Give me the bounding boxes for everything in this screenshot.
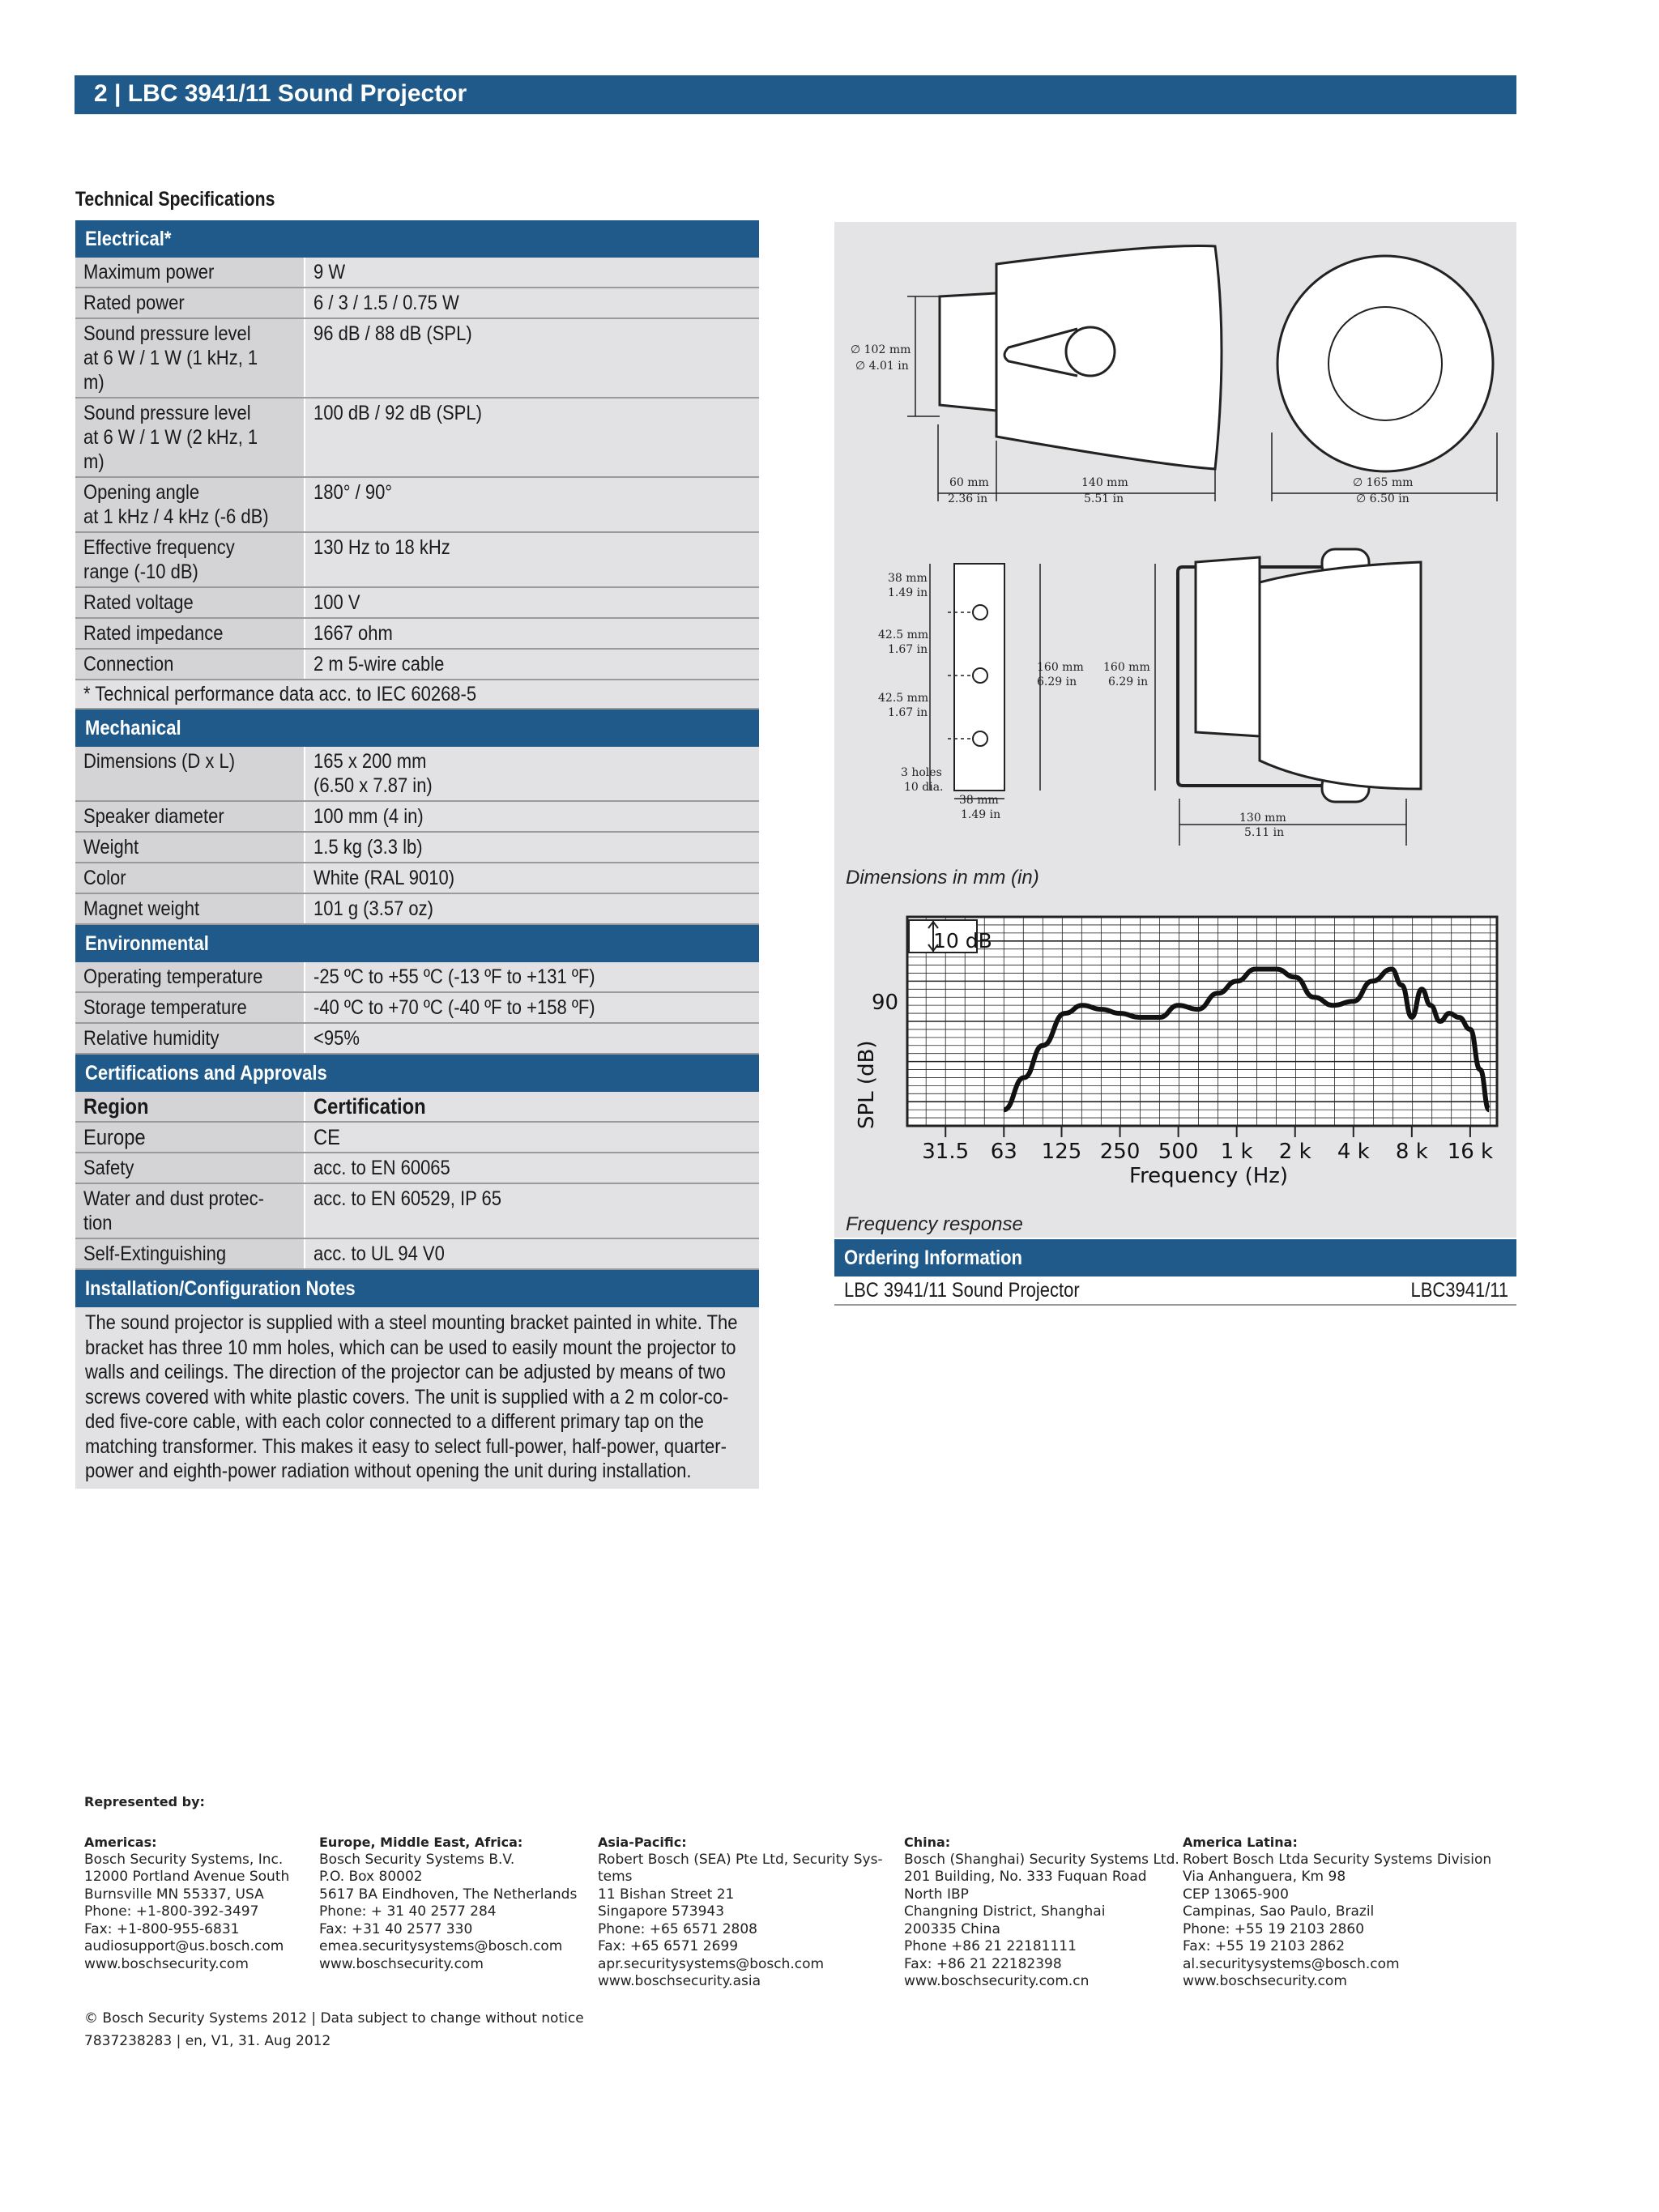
- dim-label: 60 mm: [949, 476, 989, 489]
- contact-line: CEP 13065-900: [1183, 1886, 1289, 1903]
- spec-label: [75, 1122, 305, 1153]
- spec-value: [305, 1183, 759, 1238]
- spec-value: [305, 801, 759, 832]
- region-title: Europe, Middle East, Africa:: [319, 1835, 523, 1850]
- spec-label: [75, 258, 305, 288]
- contact-line: Fax: +1-800-955-6831: [84, 1920, 240, 1937]
- cell-line: Safety: [83, 1157, 134, 1179]
- ordering-title: Ordering Information: [844, 1247, 1022, 1269]
- contact-line: Phone: +55 19 2103 2860: [1183, 1920, 1365, 1937]
- cell-line: 100 V: [313, 591, 360, 614]
- cell-line: <95%: [313, 1027, 360, 1050]
- spec-row: [75, 1122, 759, 1153]
- x-tick-label: 31.5: [922, 1140, 970, 1164]
- spec-value: [305, 863, 759, 893]
- cell-line: Effective frequency: [83, 536, 235, 559]
- x-tick-label: 2 k: [1278, 1140, 1311, 1164]
- dim-label: ∅ 102 mm: [851, 343, 911, 356]
- text-line: ded five-core cable, with each color connected to a different primary tap on the: [85, 1410, 704, 1433]
- product-name: LBC 3941/11 Sound Projector: [844, 1279, 1080, 1302]
- cell-line: 6 / 3 / 1.5 / 0.75 W: [313, 292, 459, 314]
- spec-value: [305, 649, 759, 680]
- spec-row: [75, 747, 759, 801]
- dim-label: 5.11 in: [1244, 826, 1285, 839]
- text-line: screws covered with white plastic covers. The unit is supplied with a 2 m color-co-: [85, 1385, 729, 1409]
- contact-column: [319, 1834, 577, 1973]
- spec-label: [75, 649, 305, 680]
- contact-line: 12000 Portland Avenue South: [84, 1869, 290, 1885]
- cell-line: at 6 W / 1 W (1 kHz, 1: [83, 347, 258, 369]
- contact-line: www.boschsecurity.com: [1183, 1973, 1347, 1989]
- cell-line: (6.50 x 7.87 in): [313, 774, 433, 797]
- contact-line: North IBP: [904, 1886, 969, 1903]
- represented-by: Represented by:: [84, 1794, 205, 1809]
- contact-line: Singapore 573943: [598, 1903, 725, 1920]
- spec-row: [75, 532, 759, 587]
- spec-row: [75, 398, 759, 477]
- x-tick-label: 63: [990, 1140, 1017, 1164]
- cell-line: 130 Hz to 18 kHz: [313, 536, 450, 559]
- contact-line: audiosupport@us.bosch.com: [84, 1938, 284, 1954]
- spec-row: [75, 1238, 759, 1269]
- spec-value: [305, 893, 759, 924]
- spec-value: [305, 832, 759, 863]
- contact-line: Fax: +31 40 2577 330: [319, 1920, 473, 1937]
- cell-line: Sound pressure level: [83, 402, 251, 424]
- y-tick-90: 90: [872, 991, 899, 1015]
- contact-line: emea.securitysystems@bosch.com: [319, 1938, 563, 1954]
- dim-label: 1.49 in: [961, 808, 1001, 821]
- spec-row: [75, 962, 759, 992]
- contact-line: Robert Bosch Ltda Security Systems Division: [1183, 1851, 1492, 1868]
- ordering-row: [834, 1276, 1516, 1306]
- spec-label: [75, 1183, 305, 1238]
- spec-value: [305, 1122, 759, 1153]
- cell-line: 9 W: [313, 261, 346, 283]
- cell-line: 165 x 200 mm: [313, 750, 427, 773]
- mechanical-table: [75, 747, 759, 925]
- contact-line: 200335 China: [904, 1920, 1000, 1937]
- spec-value: [305, 992, 759, 1023]
- dim-label: 42.5 mm: [878, 692, 929, 705]
- spec-row: [75, 893, 759, 924]
- table-header-row: [75, 1092, 759, 1122]
- cell-line: Rated voltage: [83, 591, 194, 614]
- contact-line: Phone +86 21 22181111: [904, 1938, 1077, 1954]
- spec-label: [75, 532, 305, 587]
- spec-label: [75, 618, 305, 649]
- spec-row: [75, 258, 759, 288]
- spec-row: [75, 477, 759, 532]
- contact-line: www.boschsecurity.com.cn: [904, 1973, 1090, 1989]
- spec-label: [75, 962, 305, 992]
- cell-line: 100 mm (4 in): [313, 805, 424, 828]
- contact-line: Campinas, Sao Paulo, Brazil: [1183, 1903, 1375, 1920]
- spec-value: [305, 1153, 759, 1183]
- y-axis-label: SPL (dB): [855, 1040, 879, 1129]
- spec-label: [75, 1023, 305, 1054]
- spec-label: [75, 398, 305, 477]
- section-title: Environmental: [85, 932, 209, 955]
- spec-value: [305, 258, 759, 288]
- spec-row: [75, 618, 759, 649]
- dim-label: 1.67 in: [888, 643, 928, 656]
- contact-line: Robert Bosch (SEA) Pte Ltd, Security Sys-: [598, 1851, 883, 1868]
- dim-label: ∅ 6.50 in: [1356, 492, 1410, 505]
- dim-label: 160 mm: [1037, 661, 1084, 674]
- dim-label: 10 dia.: [904, 781, 944, 794]
- x-tick-label: 4 k: [1337, 1140, 1370, 1164]
- page-header: [75, 75, 1516, 114]
- frequency-response-chart: [834, 222, 1516, 1238]
- spec-row: [75, 1023, 759, 1054]
- electrical-table: [75, 258, 759, 680]
- dimensions-caption: Dimensions in mm (in): [846, 867, 1039, 889]
- spec-row: [75, 318, 759, 398]
- spec-title: Technical Specifications: [75, 188, 275, 211]
- dim-label: 1.67 in: [888, 706, 928, 719]
- cell-line: at 1 kHz / 4 kHz (-6 dB): [83, 505, 269, 528]
- spec-value: [305, 288, 759, 318]
- installation-text: [75, 1307, 759, 1489]
- region-title: Asia-Pacific:: [598, 1835, 687, 1850]
- cell-line: Relative humidity: [83, 1027, 220, 1050]
- cell-line: acc. to UL 94 V0: [313, 1242, 445, 1265]
- spec-label: [75, 587, 305, 618]
- scale-label: 10 dB: [933, 929, 992, 953]
- contact-line: www.boschsecurity.com: [319, 1955, 484, 1972]
- cell-line: White (RAL 9010): [313, 867, 455, 889]
- text-line: The sound projector is supplied with a steel mounting bracket painted in white. The: [85, 1311, 738, 1334]
- spec-label: [75, 893, 305, 924]
- cell-line: 1.5 kg (3.3 lb): [313, 836, 423, 859]
- contact-column: [1183, 1834, 1491, 1991]
- spec-label: [75, 1238, 305, 1269]
- cell-line: Operating temperature: [83, 965, 263, 988]
- spec-value: [305, 398, 759, 477]
- cell-line: tion: [83, 1212, 113, 1234]
- text-line: bracket has three 10 mm holes, which can be used to easily mount the projector to: [85, 1336, 736, 1359]
- x-axis-label: Frequency (Hz): [1129, 1164, 1289, 1188]
- frequency-caption: Frequency response: [846, 1213, 1023, 1235]
- spec-row: [75, 863, 759, 893]
- contact-line: www.boschsecurity.asia: [598, 1973, 761, 1989]
- contact-column: [904, 1834, 1179, 1991]
- contact-line: Via Anhanguera, Km 98: [1183, 1869, 1346, 1885]
- section-installation: [75, 1270, 759, 1307]
- cell-line: Self-Extinguishing: [83, 1242, 227, 1265]
- header-region: [75, 1092, 305, 1122]
- cell-line: acc. to EN 60065: [313, 1157, 450, 1179]
- text-line: power and eighth-power radiation without opening the unit during installation.: [85, 1460, 692, 1482]
- section-environmental: [75, 925, 759, 962]
- header-text: Region: [83, 1094, 149, 1119]
- spec-value: [305, 618, 759, 649]
- spec-row: [75, 1183, 759, 1238]
- cell-line: Weight: [83, 836, 139, 859]
- contact-line: Phone: +1-800-392-3497: [84, 1903, 259, 1920]
- contact-line: Phone: +65 6571 2808: [598, 1920, 758, 1937]
- contact-line: tems: [598, 1869, 633, 1885]
- contact-line: www.boschsecurity.com: [84, 1955, 249, 1972]
- dim-label: 130 mm: [1239, 812, 1286, 825]
- cell-line: Sound pressure level: [83, 322, 251, 345]
- contact-line: Fax: +55 19 2103 2862: [1183, 1938, 1346, 1954]
- contact-line: al.securitysystems@bosch.com: [1183, 1955, 1400, 1972]
- spec-row: [75, 649, 759, 680]
- x-tick-label: 250: [1099, 1140, 1141, 1164]
- cell-line: acc. to EN 60529, IP 65: [313, 1187, 501, 1210]
- cell-line: -40 ºC to +70 ºC (-40 ºF to +158 ºF): [313, 996, 595, 1019]
- certifications-table: [75, 1092, 759, 1270]
- cell-line: Opening angle: [83, 481, 200, 504]
- contact-line: Burnsville MN 55337, USA: [84, 1886, 264, 1903]
- contact-line: apr.securitysystems@bosch.com: [598, 1955, 825, 1972]
- x-tick-label: 125: [1041, 1140, 1082, 1164]
- spec-row: [75, 801, 759, 832]
- x-tick-label: 8 k: [1395, 1140, 1428, 1164]
- spec-value: [305, 532, 759, 587]
- note-text: * Technical performance data acc. to IEC 60268-5: [83, 683, 477, 705]
- cell-line: Water and dust protec-: [83, 1187, 264, 1210]
- spec-label: [75, 992, 305, 1023]
- contact-line: Bosch Security Systems B.V.: [319, 1851, 515, 1868]
- contact-line: Phone: + 31 40 2577 284: [319, 1903, 497, 1920]
- spec-value: [305, 587, 759, 618]
- dim-label: 2.36 in: [948, 492, 988, 505]
- spec-label: [75, 288, 305, 318]
- section-electrical: [75, 220, 759, 258]
- cell-line: Speaker diameter: [83, 805, 224, 828]
- cell-line: Rated impedance: [83, 622, 224, 645]
- dim-label: 3 holes: [901, 766, 942, 779]
- footer: [84, 1793, 1492, 2049]
- spec-label: [75, 747, 305, 801]
- copyright: © Bosch Security Systems 2012 | Data subject to change without notice: [84, 2010, 584, 2027]
- spec-column: [75, 188, 759, 1489]
- cell-line: 101 g (3.57 oz): [313, 897, 433, 920]
- section-title: Installation/Configuration Notes: [85, 1277, 356, 1300]
- contact-line: 5617 BA Eindhoven, The Netherlands: [319, 1886, 578, 1903]
- dim-label: 38 mm: [888, 572, 928, 585]
- dim-label: 6.29 in: [1108, 676, 1149, 688]
- spec-row: [75, 992, 759, 1023]
- spec-label: [75, 477, 305, 532]
- cell-line: 2 m 5-wire cable: [313, 653, 445, 676]
- cell-line: Europe: [83, 1125, 146, 1149]
- cell-line: Storage temperature: [83, 996, 247, 1019]
- contact-column: [84, 1834, 289, 1973]
- contact-line: Changning District, Shanghai: [904, 1903, 1106, 1920]
- spec-label: [75, 832, 305, 863]
- contact-line: Bosch Security Systems, Inc.: [84, 1851, 284, 1868]
- section-title: Mechanical: [85, 717, 181, 739]
- section-certifications: [75, 1055, 759, 1092]
- dim-label: 42.5 mm: [878, 629, 929, 641]
- spec-label: [75, 801, 305, 832]
- text-line: matching transformer. This makes it easy to select full-power, half-power, quarter-: [85, 1434, 727, 1458]
- cell-line: range (-10 dB): [83, 560, 198, 583]
- product-code: LBC3941/11: [1410, 1279, 1508, 1302]
- cell-line: CE: [313, 1125, 341, 1149]
- section-mechanical: [75, 710, 759, 747]
- dim-label: 5.51 in: [1084, 492, 1124, 505]
- dim-label: 6.29 in: [1037, 676, 1077, 688]
- environmental-table: [75, 962, 759, 1055]
- spec-row: [75, 1153, 759, 1183]
- x-tick-label: 1 k: [1220, 1140, 1253, 1164]
- cell-line: Connection: [83, 653, 174, 676]
- spec-row: [75, 587, 759, 618]
- spec-label: [75, 1153, 305, 1183]
- electrical-note: [75, 680, 759, 710]
- contact-line: 201 Building, No. 333 Fuquan Road: [904, 1869, 1147, 1885]
- dim-label: 160 mm: [1103, 661, 1150, 674]
- cell-line: 96 dB / 88 dB (SPL): [313, 322, 472, 345]
- text-line: walls and ceilings. The direction of the projector can be adjusted by means of two: [85, 1361, 726, 1383]
- x-tick-label: 16 k: [1447, 1140, 1494, 1164]
- spec-value: [305, 1238, 759, 1269]
- spec-label: [75, 318, 305, 398]
- cell-line: 1667 ohm: [313, 622, 393, 645]
- spec-value: [305, 477, 759, 532]
- cell-line: Dimensions (D x L): [83, 750, 236, 773]
- contact-line: P.O. Box 80002: [319, 1869, 423, 1885]
- region-title: America Latina:: [1183, 1835, 1298, 1850]
- drawings-panel: [834, 222, 1516, 1238]
- spec-value: [305, 747, 759, 801]
- region-title: Americas:: [84, 1835, 157, 1850]
- cell-line: Rated power: [83, 292, 185, 314]
- cell-line: Magnet weight: [83, 897, 200, 920]
- spec-label: [75, 863, 305, 893]
- contact-line: Fax: +65 6571 2699: [598, 1938, 739, 1954]
- spec-value: [305, 1023, 759, 1054]
- dim-label: ∅ 4.01 in: [855, 360, 909, 373]
- cell-line: m): [83, 371, 104, 394]
- spec-value: [305, 962, 759, 992]
- spec-value: [305, 318, 759, 398]
- region-title: China:: [904, 1835, 951, 1850]
- spec-row: [75, 288, 759, 318]
- dim-label: 38 mm: [959, 794, 999, 807]
- section-title: Electrical*: [85, 228, 172, 250]
- page-title: 2 | LBC 3941/11 Sound Projector: [94, 80, 467, 107]
- header-text: Certification: [313, 1094, 426, 1119]
- header-certification: [305, 1092, 759, 1122]
- copyright-block: [84, 2010, 584, 2050]
- contact-line: Fax: +86 21 22182398: [904, 1955, 1062, 1972]
- cell-line: Maximum power: [83, 261, 215, 283]
- cell-line: m): [83, 450, 104, 473]
- cell-line: 100 dB / 92 dB (SPL): [313, 402, 482, 424]
- x-tick-labels: [922, 1126, 1493, 1164]
- dim-label: 140 mm: [1081, 476, 1128, 489]
- x-tick-label: 500: [1158, 1140, 1199, 1164]
- dim-label: 1.49 in: [888, 586, 928, 599]
- cell-line: 180° / 90°: [313, 481, 393, 504]
- contact-line: 11 Bishan Street 21: [598, 1886, 735, 1903]
- contact-column: [598, 1834, 883, 1991]
- contact-line: Bosch (Shanghai) Security Systems Ltd.: [904, 1851, 1179, 1868]
- cell-line: -25 ºC to +55 ºC (-13 ºF to +131 ºF): [313, 965, 595, 988]
- doc-number: 7837238283 | en, V1, 31. Aug 2012: [84, 2032, 331, 2049]
- cell-line: at 6 W / 1 W (2 kHz, 1: [83, 426, 258, 449]
- section-title: Certifications and Approvals: [85, 1062, 327, 1085]
- dim-label: ∅ 165 mm: [1353, 476, 1414, 489]
- spec-row: [75, 832, 759, 863]
- ordering-header: [834, 1239, 1516, 1276]
- cell-line: Color: [83, 867, 126, 889]
